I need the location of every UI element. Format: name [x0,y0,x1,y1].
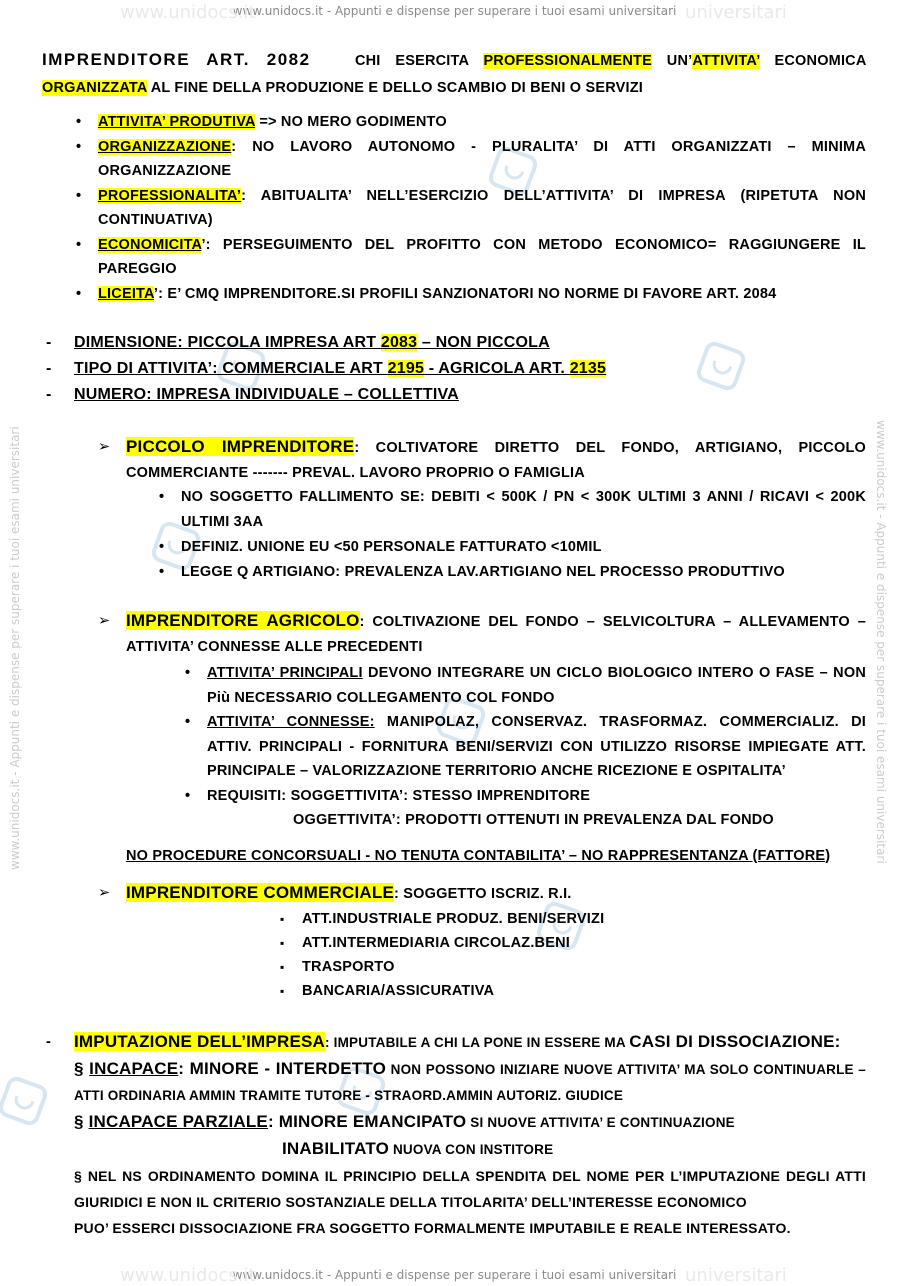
numero-text: NUMERO: IMPRESA INDIVIDUALE – COLLETTIVA [74,386,459,403]
list-item [74,356,866,382]
minore-emancipato: : MINORE EMANCIPATO [267,1111,467,1131]
document-body [42,46,866,1241]
agricolo-items [207,661,866,833]
watermark-side-left: www.unidocs.it - Appunti e dispense per superare i tuoi esami universitari [8,426,22,870]
piccolo-section [126,435,866,485]
inabilitato-line [74,1136,866,1163]
list-item [98,110,866,135]
watermark-side-right: www.unidocs.it - Appunti e dispense per superare i tuoi esami universitari [874,420,888,864]
list-item [126,435,866,485]
incapace-label: INCAPACE [89,1058,179,1078]
list-item [207,661,866,710]
commerciale-items [302,907,866,1003]
highlight-professionalmente: PROFESSIONALMENTE [483,53,652,69]
inabilitato-text: NUOVA CON INSTITORE [389,1141,554,1157]
list-item [98,282,866,307]
watermark-ghost-right: universitari [685,2,787,23]
watermark-ghost-left: www.unidocs.it [120,2,256,23]
piccolo-items [181,485,866,585]
agricolo-item-text: MANIPOLAZ, CONSERVAZ. TRASFORMAZ. COMMERCIALIZ. DI ATTIV. PRINCIPALI - FORNITURA BENI/SERVIZI CON UTILIZZO RISORSE IMPIEGATE ATT. PRINCIPALE – VALORIZZAZIONE TERRITORIO ANCHE RICEZIONE E OSPITALITA’ [207,714,867,779]
classificazione-list [74,330,866,408]
list-item: ▪ ATT.INTERMEDIARIA CIRCOLAZ.BENI [302,931,866,955]
list-item [98,135,866,184]
requisito-text: ’: E’ CMQ IMPRENDITORE.SI PROFILI SANZIONATORI NO NORME DI FAVORE ART. 2084 [153,285,777,302]
definition-text: AL FINE DELLA PRODUZIONE E DELLO SCAMBIO DI BENI O SERVIZI [150,80,644,96]
requisiti-list [98,110,866,306]
requisito-label: PROFESSIONALITA’ [98,187,242,204]
list-item [74,382,866,408]
requisito-text: : ABITUALITA’ NELL’ESERCIZIO DELL’ATTIVITA’ DI IMPRESA (RIPETUTA NON CONTINUATIVA) [98,187,866,228]
requisiti-oggettivita: OGGETTIVITA’: PRODOTTI OTTENUTI IN PREVALENZA DAL FONDO [293,812,774,828]
list-item [98,184,866,233]
requisito-label: ECONOMICITA [98,236,202,253]
imputazione-text: : IMPUTABILE A CHI LA PONE IN ESSERE MA [325,1034,630,1050]
article-number: 2195 [387,360,425,377]
list-item [207,710,866,784]
commerciale-title: IMPRENDITORE COMMERCIALE [126,883,394,902]
incapace-types: : MINORE - INTERDETTO [178,1058,387,1078]
requisito-text: ’: PERSEGUIMENTO DEL PROFITTO CON METODO ECONOMICO= RAGGIUNGERE IL PAREGGIO [98,236,866,277]
requisito-label: ATTIVITA’ PRODUTIVA [98,114,256,130]
incapace-parziale-paragraph [74,1109,866,1136]
agricolo-title: IMPRENDITORE AGRICOLO [126,611,360,630]
tipo-text: TIPO DI ATTIVITA’: COMMERCIALE ART [74,360,388,377]
agricolo-item-label: ATTIVITA’ CONNESSE: [207,714,375,730]
definition-paragraph [42,46,866,102]
agricolo-note: NO PROCEDURE CONCORSUALI - NO TENUTA CONTABILITA’ – NO RAPPRESENTANZA (FATTORE) [126,847,831,864]
section-sign: § [74,1111,89,1131]
incapace-parziale-label: INCAPACE PARZIALE [88,1111,268,1131]
list-item [126,881,866,907]
requisito-label: ORGANIZZAZIONE [98,138,232,155]
inabilitato-label: INABILITATO [282,1138,390,1158]
requisito-label: LICEITA [98,285,154,302]
watermark-ghost-right-bottom: universitari [685,1265,787,1286]
list-item: • DEFINIZ. UNIONE EU <50 PERSONALE FATTURATO <10MIL [181,535,866,560]
piccolo-title: PICCOLO IMPRENDITORE [126,437,355,456]
dissociazione-label: CASI DI DISSOCIAZIONE: [629,1031,841,1051]
commerciale-text: : SOGGETTO ISCRIZ. R.I. [394,886,572,902]
agricolo-section [126,609,866,659]
agricolo-item-label: ATTIVITA’ PRINCIPALI [207,665,363,681]
list-item [74,1029,866,1241]
definition-text: CHI ESERCITA [354,53,469,69]
list-item [74,330,866,356]
definition-text: UN’ [666,53,693,69]
watermark-top: www.unidocs.it - Appunti e dispense per superare i tuoi esami universitari [232,4,677,18]
requisito-text: : NO LAVORO AUTONOMO - PLURALITA’ DI ATTI ORGANIZZATI – MINIMA ORGANIZZAZIONE [98,138,866,179]
article-number: 2083 [380,334,418,351]
dimensione-text: – NON PICCOLA [417,334,550,351]
list-item [126,609,866,659]
agricolo-item-text: DEVONO INTEGRARE UN CICLO BIOLOGICO INTERO O FASE – NON Più NECESSARIO COLLEGAMENTO COL FONDO [207,665,866,706]
article-title: IMPRENDITORE ART. 2082 [42,50,311,69]
agricolo-text: : COLTIVAZIONE DEL FONDO – SELVICOLTURA – ALLEVAMENTO – ATTIVITA’ CONNESSE ALLE PRECEDENTI [126,614,866,655]
highlight-organizzata: ORGANIZZATA [42,80,148,96]
dissociazione-paragraph: PUO’ ESSERCI DISSOCIAZIONE FRA SOGGETTO FORMALMENTE IMPUTABILE E REALE INTERESSATO. [74,1219,791,1236]
list-item: ▪ ATT.INDUSTRIALE PRODUZ. BENI/SERVIZI [302,907,866,931]
imputazione-section [74,1029,866,1241]
tipo-text: - AGRICOLA ART. [424,360,570,377]
watermark-ghost-left-bottom: www.unidocs.it [120,1265,256,1286]
requisiti-soggettivita: REQUISITI: SOGGETTIVITA’: STESSO IMPRENDITORE [207,787,591,804]
dimensione-text: DIMENSIONE: PICCOLA IMPRESA ART [74,334,381,351]
imputazione-heading [74,1029,866,1056]
watermark-bottom: www.unidocs.it - Appunti e dispense per superare i tuoi esami universitari [232,1268,677,1282]
ordinamento-paragraph: § NEL NS ORDINAMENTO DOMINA IL PRINCIPIO DELLA SPENDITA DEL NOME PER L’IMPUTAZIONE DEGLI ATTI GIURIDICI E NON IL CRITERIO SOSTANZIALE DELLA TITOLARITA’ DELL’INTERESSE ECONOMICO [74,1167,866,1210]
parziale-text: SI NUOVE ATTIVITA’ E CONTINUAZIONE [466,1114,735,1130]
list-item: • NO SOGGETTO FALLIMENTO SE: DEBITI < 500K / PN < 300K ULTIMI 3 ANNI / RICAVI < 200K ULTIMI 3AA [181,485,866,535]
list-item: ▪ BANCARIA/ASSICURATIVA [302,979,866,1003]
highlight-attivita: ATTIVITA’ [692,53,760,69]
list-item [207,784,866,833]
piccolo-text: : COLTIVATORE DIRETTO DEL FONDO, ARTIGIANO, PICCOLO COMMERCIANTE ------- PREVAL. LAVORO PROPRIO O FAMIGLIA [126,440,866,481]
article-number: 2135 [569,360,607,377]
imputazione-title: IMPUTAZIONE DELL’IMPRESA [74,1031,325,1051]
section-sign: § [74,1058,90,1078]
list-item: • LEGGE Q ARTIGIANO: PREVALENZA LAV.ARTIGIANO NEL PROCESSO PRODUTTIVO [181,560,866,585]
definition-text: ECONOMICA [774,53,866,69]
list-item: ▪ TRASPORTO [302,955,866,979]
incapace-text: NON POSSONO INIZIARE NUOVE ATTIVITA’ MA SOLO CONTINUARLE – ATTI ORDINARIA AMMIN TRAMITE TUTORE - STRAORD.AMMIN AUTORIZ. GIUDICE [74,1061,866,1103]
incapace-paragraph [74,1056,866,1109]
requisito-text: => NO MERO GODIMENTO [255,114,447,130]
list-item [98,233,866,282]
commerciale-section [126,881,866,907]
